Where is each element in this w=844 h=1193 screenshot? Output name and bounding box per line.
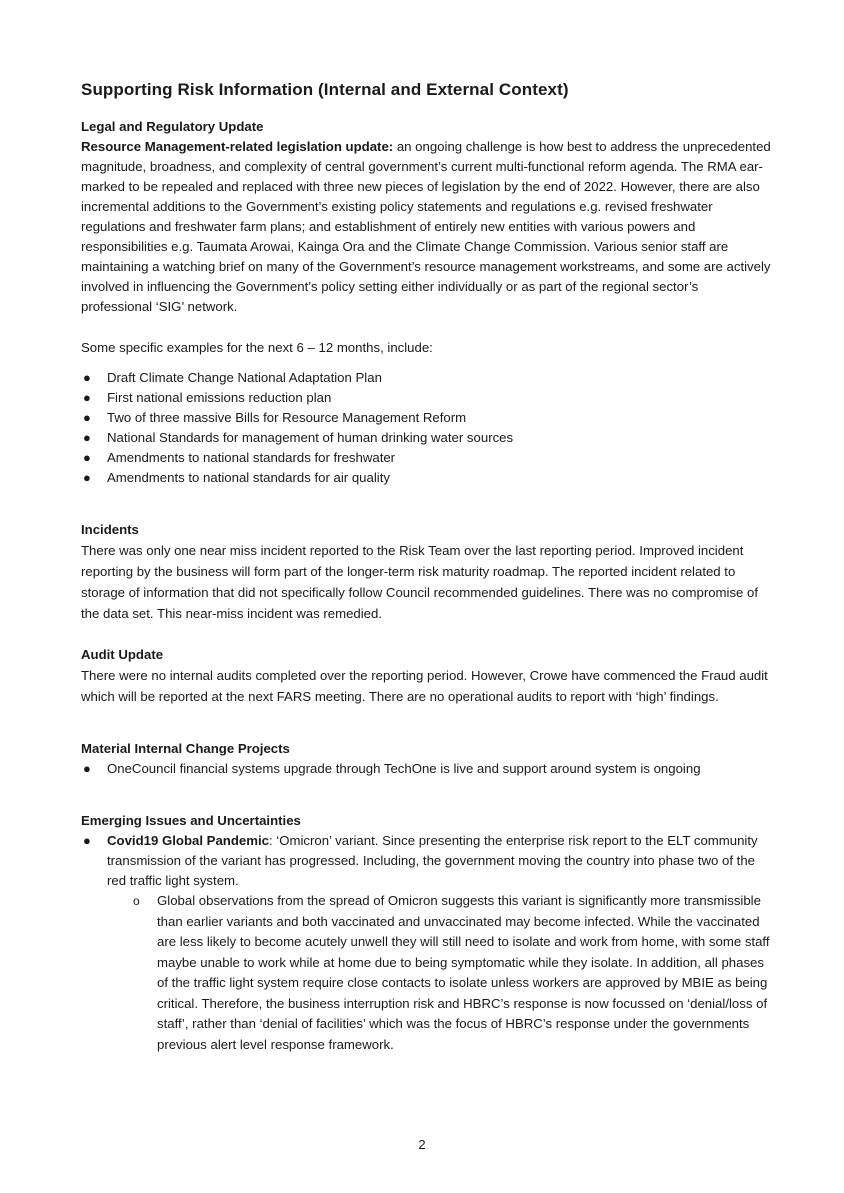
emerging-sub-list (81, 891, 771, 1055)
change-projects-list (81, 759, 771, 779)
examples-intro: Some specific examples for the next 6 – 12 months, include: (81, 340, 433, 355)
list-item: ● Amendments to national standards for air quality (81, 468, 771, 488)
bullet-icon: ● (83, 390, 91, 405)
emerging-heading: Emerging Issues and Uncertainties (81, 813, 301, 828)
page-number: 2 (418, 1137, 426, 1152)
covid-text: : ‘Omicron’ variant. Since presenting the enterprise risk report to the ELT community transmission of the variant has progressed. Including, the government moving the country into phase two of the red traffic light system. (107, 833, 758, 888)
list-item: ● Amendments to national standards for freshwater (81, 448, 771, 468)
list-item: ● National Standards for management of human drinking water sources (81, 428, 771, 448)
list-item: ● Draft Climate Change National Adaptation Plan (81, 368, 771, 388)
list-item: ● First national emissions reduction plan (81, 388, 771, 408)
bullet-icon: ● (83, 410, 91, 425)
circle-bullet-icon: o (133, 894, 140, 908)
bullet-icon: ● (83, 470, 91, 485)
bullet-icon: ● (83, 430, 91, 445)
document-page (81, 80, 771, 1055)
audit-heading: Audit Update (81, 647, 164, 662)
list-item: ● Two of three massive Bills for Resource Management Reform (81, 408, 771, 428)
bullet-icon: ● (83, 450, 91, 465)
legal-lead-bold: Resource Management-related legislation update: (81, 139, 394, 154)
incidents-heading: Incidents (81, 522, 139, 537)
legal-paragraph (81, 137, 771, 317)
legal-lead-text: an ongoing challenge is how best to address the unprecedented magnitude, broadness, and complexity of central government’s current multi-functional reform agenda. The RMA ear-marked to be repealed and replaced with three new pieces of legislation by the end of 2022. However, there are also incremental additions to the Government’s existing policy statements and regulations e.g. revised freshwater regulations and freshwater farm plans; and establishment of entirely new entities with various powers and responsibilities e.g. Taumata Arowai, Kainga Ora and the Climate Change Commission. Various senior staff are maintaining a watching brief on many of the Government’s resource management workstreams, and some are actively involved in influencing the Government’s policy setting either individually or as part of the regional sector’s professional ‘SIG’ network. (81, 139, 771, 314)
incidents-paragraph: There was only one near miss incident reported to the Risk Team over the last reporting period. Improved incident reporting by the business will form part of the longer-term risk maturity roadmap. The reported incident related to storage of information that did not specifically follow Council recommended guidelines. There was no compromise of the data set. This near-miss incident was remedied. (81, 543, 759, 621)
change-projects-heading: Material Internal Change Projects (81, 741, 290, 756)
examples-list (81, 368, 771, 488)
list-item: o Global observations from the spread of Omicron suggests this variant is significantly more transmissible than earlier variants and both vaccinated and unvaccinated may become infected. While the vaccinated are less likely to become acutely unwell they will still need to isolate and work from home, with some staff maybe unable to work while at home due to being symptomatic while they isolate. In addition, all phases of the traffic light system require close contacts to isolate unless workers are approved by MBIE as being critical. Therefore, the business interruption risk and HBRC’s response is now focussed on ‘denial/loss of staff’, rather than ‘denial of facilities’ which was the focus of HBRC’s response under the governments previous alert level response framework. (133, 893, 770, 1052)
page-title: Supporting Risk Information (Internal and External Context) (81, 80, 569, 99)
covid-bold: Covid19 Global Pandemic (107, 833, 269, 848)
bullet-icon: ● (83, 833, 91, 848)
bullet-icon: ● (83, 370, 91, 385)
bullet-icon: ● (83, 761, 91, 776)
list-item: ● OneCouncil financial systems upgrade through TechOne is live and support around system is ongoing (81, 759, 771, 779)
list-item (81, 831, 771, 891)
audit-paragraph: There were no internal audits completed over the reporting period. However, Crowe have commenced the Fraud audit which will be reported at the next FARS meeting. There are no operational audits to report with ‘high’ findings. (81, 668, 768, 704)
emerging-list (81, 831, 771, 891)
legal-heading: Legal and Regulatory Update (81, 119, 264, 134)
